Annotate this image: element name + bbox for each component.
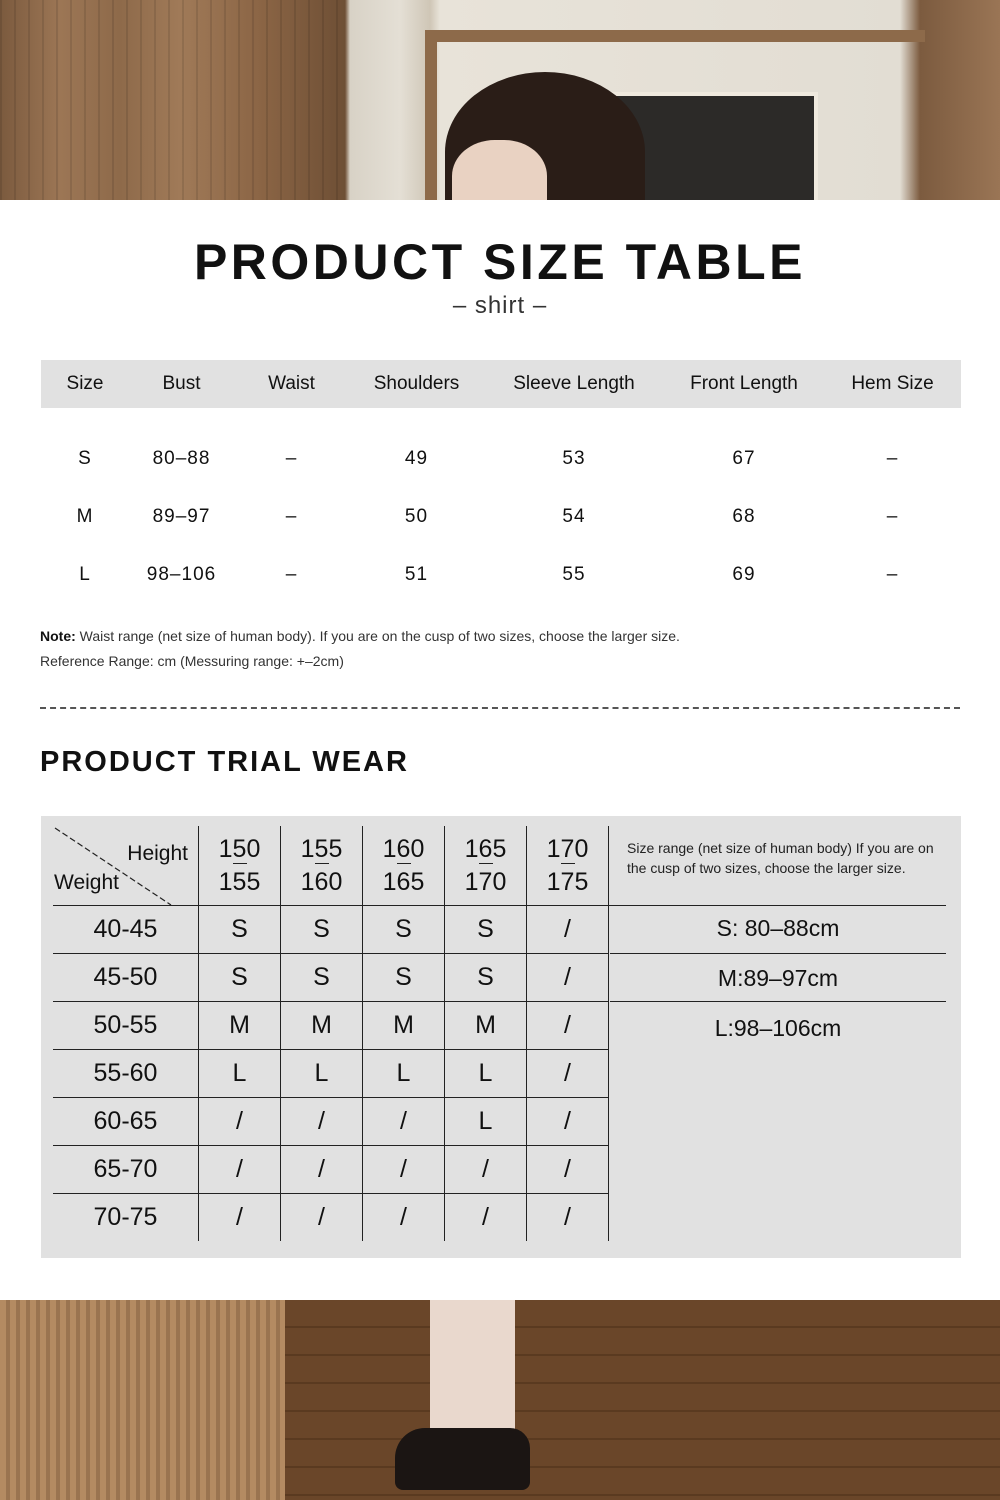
size-cell: L bbox=[445, 1050, 527, 1098]
size-cell: / bbox=[281, 1146, 363, 1194]
header-waist: Waist bbox=[234, 360, 349, 408]
cell-bust: 98–106 bbox=[146, 564, 217, 585]
background-photo-bottom bbox=[0, 1300, 1000, 1500]
model-shoe bbox=[395, 1428, 530, 1490]
size-cell: / bbox=[527, 1098, 609, 1146]
size-cell: / bbox=[363, 1194, 445, 1242]
cell-bust: 89–97 bbox=[152, 506, 211, 527]
height-bottom: 175 bbox=[546, 868, 589, 897]
size-cell: L bbox=[363, 1050, 445, 1098]
weight-row bbox=[53, 1050, 945, 1098]
size-cell: / bbox=[199, 1098, 281, 1146]
size-cell: S bbox=[363, 906, 445, 954]
cell-sleeve-length: 54 bbox=[562, 506, 586, 527]
height-label: Height bbox=[127, 842, 188, 865]
cell-hem-size: – bbox=[886, 564, 899, 585]
weight-range: 50-55 bbox=[53, 1002, 199, 1050]
size-cell: S bbox=[199, 954, 281, 1002]
cell-hem-size: – bbox=[886, 448, 899, 469]
range-l: L:98–106cm bbox=[714, 1015, 842, 1041]
range-divider bbox=[610, 1001, 946, 1002]
header-bust: Bust bbox=[129, 360, 234, 408]
size-cell: S bbox=[199, 906, 281, 954]
size-cell: / bbox=[363, 1146, 445, 1194]
size-range-note: Size range (net size of human body) If you are on the cusp of two sizes, choose the larger size. bbox=[627, 840, 934, 876]
cell-sleeve-length: 55 bbox=[562, 564, 586, 585]
size-cell: M bbox=[199, 1002, 281, 1050]
size-cell: S bbox=[445, 954, 527, 1002]
cell-size: S bbox=[78, 448, 92, 469]
size-note bbox=[40, 624, 680, 674]
cell-hem-size: – bbox=[886, 506, 899, 527]
page-subtitle: – shirt – bbox=[452, 292, 548, 319]
model-face bbox=[452, 140, 547, 200]
size-cell: S bbox=[445, 906, 527, 954]
cell-front-length: 67 bbox=[732, 448, 756, 469]
height-top: 165 bbox=[464, 834, 507, 863]
height-bottom: 170 bbox=[464, 868, 507, 897]
height-bottom: 165 bbox=[382, 868, 425, 897]
size-cell: / bbox=[445, 1194, 527, 1242]
weight-range: 70-75 bbox=[93, 1203, 158, 1231]
height-top: 170 bbox=[546, 834, 589, 863]
cell-front-length: 69 bbox=[732, 564, 756, 585]
height-col-3 bbox=[445, 826, 527, 906]
cell-shoulders: 50 bbox=[404, 506, 429, 527]
table-row bbox=[41, 408, 961, 488]
cell-size: L bbox=[79, 564, 91, 585]
weight-range: 65-70 bbox=[53, 1146, 199, 1194]
height-top: 150 bbox=[218, 834, 261, 863]
size-cell: / bbox=[527, 1194, 609, 1242]
cell-shoulders: 49 bbox=[404, 448, 429, 469]
range-divider bbox=[610, 905, 946, 906]
weight-range: 55-60 bbox=[53, 1050, 199, 1098]
table-row bbox=[41, 488, 961, 546]
trial-wear-title: PRODUCT TRIAL WEAR bbox=[40, 746, 409, 778]
weight-row bbox=[53, 1098, 945, 1146]
size-cell: / bbox=[527, 1002, 609, 1050]
header-hem-size: Hem Size bbox=[824, 360, 961, 408]
height-bottom: 155 bbox=[218, 868, 261, 897]
page-title: PRODUCT SIZE TABLE bbox=[193, 234, 807, 290]
size-cell: L bbox=[199, 1050, 281, 1098]
size-cell: / bbox=[445, 1146, 527, 1194]
header-sleeve-length: Sleeve Length bbox=[484, 360, 664, 408]
cell-waist: – bbox=[285, 448, 298, 469]
background-photo-top bbox=[0, 0, 1000, 200]
weight-range: 60-65 bbox=[53, 1098, 199, 1146]
weight-row bbox=[53, 1194, 945, 1242]
note-label: Note: bbox=[40, 628, 76, 644]
height-col-2 bbox=[363, 826, 445, 906]
reference-range: Reference Range: cm (Messuring range: +–2cm) bbox=[40, 653, 344, 669]
height-col-1 bbox=[281, 826, 363, 906]
header-shoulders: Shoulders bbox=[349, 360, 484, 408]
cell-sleeve-length: 53 bbox=[562, 448, 586, 469]
size-cell: / bbox=[363, 1098, 445, 1146]
cell-bust: 80–88 bbox=[152, 448, 211, 469]
cell-shoulders: 51 bbox=[404, 564, 429, 585]
size-cell: / bbox=[527, 1146, 609, 1194]
height-col-0 bbox=[199, 826, 281, 906]
range-divider bbox=[610, 953, 946, 954]
size-cell: L bbox=[281, 1050, 363, 1098]
note-line bbox=[40, 624, 680, 649]
weight-range: 45-50 bbox=[53, 954, 199, 1002]
note-text: Waist range (net size of human body). If you are on the cusp of two sizes, choose the larger size. bbox=[75, 628, 680, 644]
trial-wear-box bbox=[41, 816, 961, 1258]
size-cell: / bbox=[199, 1194, 281, 1242]
size-cell: L bbox=[445, 1098, 527, 1146]
header-size: Size bbox=[41, 360, 129, 408]
size-cell: M bbox=[445, 1002, 527, 1050]
table-row bbox=[41, 546, 961, 604]
size-chart-panel bbox=[0, 200, 1000, 1300]
size-cell: / bbox=[281, 1194, 363, 1242]
size-cell: S bbox=[281, 954, 363, 1002]
size-cell: / bbox=[527, 906, 609, 954]
height-weight-corner bbox=[53, 826, 199, 906]
height-bottom: 160 bbox=[300, 868, 343, 897]
size-cell: M bbox=[363, 1002, 445, 1050]
size-cell: / bbox=[527, 954, 609, 1002]
size-cell: S bbox=[363, 954, 445, 1002]
wood-panel-wall bbox=[0, 0, 345, 200]
size-cell: / bbox=[199, 1146, 281, 1194]
wicker-basket bbox=[0, 1300, 285, 1500]
size-table bbox=[41, 360, 961, 604]
range-s: S: 80–88cm bbox=[716, 915, 840, 941]
height-top: 160 bbox=[382, 834, 425, 863]
range-m: M:89–97cm bbox=[717, 965, 839, 991]
section-divider bbox=[40, 707, 960, 709]
size-table-header bbox=[41, 360, 961, 408]
size-cell: M bbox=[281, 1002, 363, 1050]
header-front-length: Front Length bbox=[664, 360, 824, 408]
cell-size: M bbox=[76, 506, 94, 527]
weight-row bbox=[53, 1146, 945, 1194]
weight-range: 40-45 bbox=[53, 906, 199, 954]
cell-waist: – bbox=[285, 564, 298, 585]
weight-label: Weight bbox=[54, 871, 119, 894]
height-top: 155 bbox=[300, 834, 343, 863]
size-cell: / bbox=[527, 1050, 609, 1098]
cell-front-length: 68 bbox=[732, 506, 756, 527]
height-col-4 bbox=[527, 826, 609, 906]
cell-waist: – bbox=[285, 506, 298, 527]
size-cell: S bbox=[281, 906, 363, 954]
size-cell: / bbox=[281, 1098, 363, 1146]
